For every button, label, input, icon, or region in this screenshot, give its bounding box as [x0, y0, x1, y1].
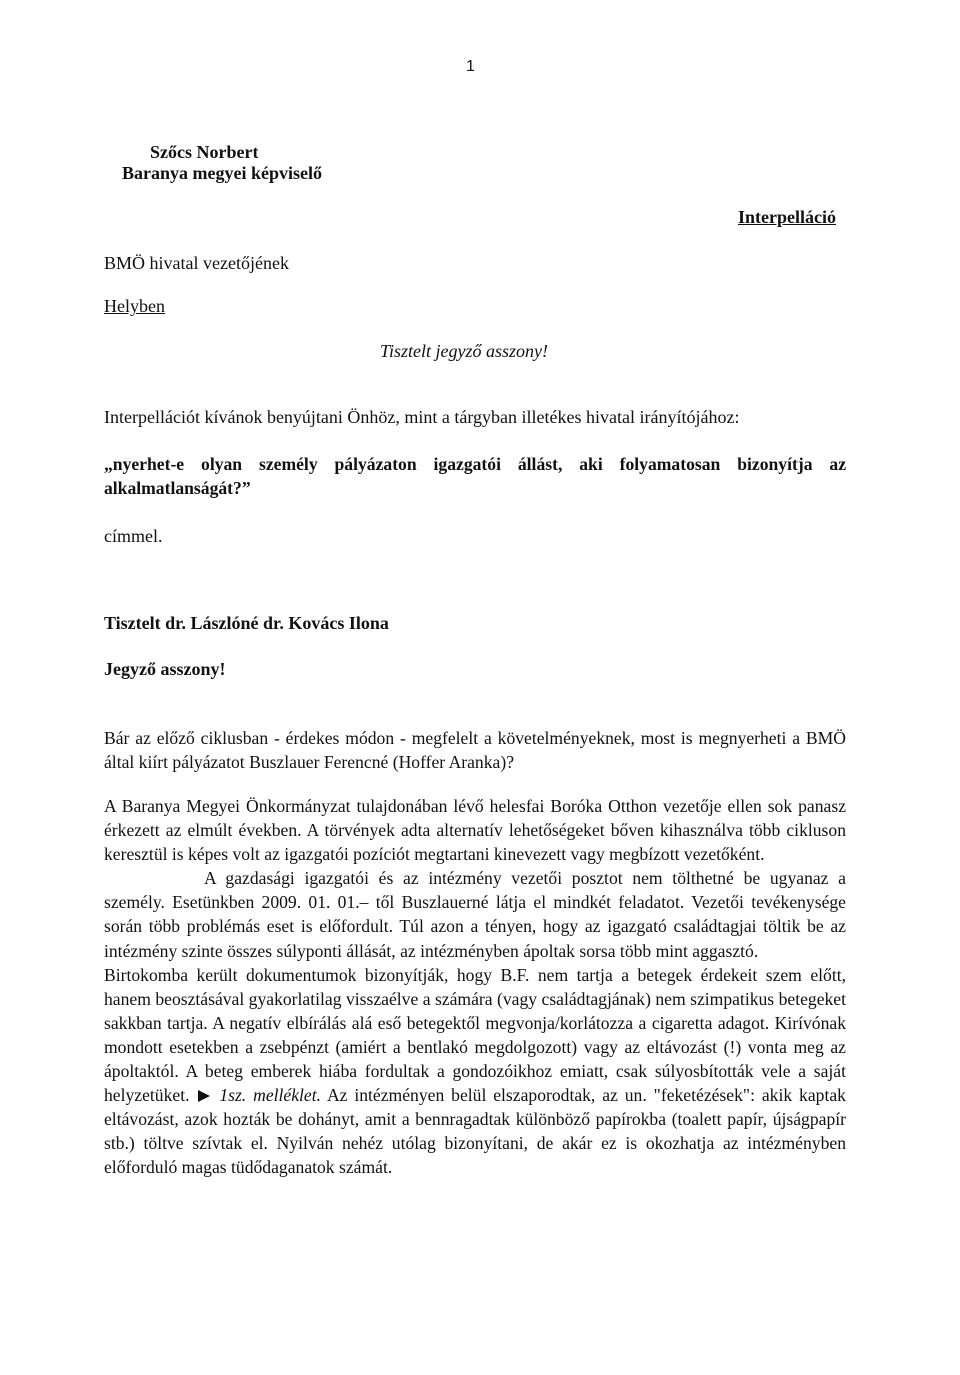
body-section: [104, 794, 846, 1180]
body-paragraph-2: A Baranya Megyei Önkormányzat tulajdonában lévő helesfai Boróka Otthon vezetője ellen sok panasz érkezett az elmúlt években. A törvények adta alternatív lehetőségeket bőven kihasználva több cikluson keresztül is képes volt az igazgatói pozíciót megtartani kinevezett vagy megbízott vezetőként.: [104, 796, 846, 865]
page-number: 1: [466, 58, 475, 75]
addressee-title: Jegyző asszony!: [104, 659, 226, 679]
attachment-reference: 1sz. melléklet.: [219, 1085, 321, 1106]
paragraph-4-part-b: Az intézményen belül elszaporodtak, az un. "feketézések": akik kaptak eltávozást, azok hozták be dohányt, amit a bennragadtak különböző papírokba (toalett papír, újságpapír stb.) töltve szívtak el. Nyilván nehéz utólag bizonyítani, de akár ez is okozhatja az intézményben előforduló magas tüdődaganatok számát.: [104, 1085, 846, 1178]
paragraph-text: Bár az előző ciklusban - érdekes módon - megfelelt a követelményeknek, most is megnyerheti a BMÖ által kiírt pályázatot Buszlauer Ferencné (Hoffer Aranka)?: [104, 728, 846, 773]
intro-text: Interpellációt kívánok benyújtani Önhöz, mint a tárgyban illetékes hivatal irányítójához:: [104, 407, 740, 427]
recipient-location: Helyben: [104, 296, 165, 316]
body-paragraph-1: [104, 726, 846, 774]
interpellation-question: „nyerhet-e olyan személy pályázaton igazgatói állást, aki folyamatosan bizonyítja az alkalmatlanságát?”: [104, 454, 846, 499]
sender-name: Szőcs Norbert: [150, 142, 259, 162]
title-suffix: címmel.: [104, 526, 163, 546]
document-type-heading: Interpelláció: [738, 207, 836, 227]
paragraph-4-part-a: Birtokomba került dokumentumok bizonyítják, hogy B.F. nem tartja a betegek érdekeit szem előtt, hanem beosztásával gyakorlatilag visszaélve a számára (vagy családtagjának) nem szimpatikus betegeket sakkban tartja. A negatív elbírálás alá eső betegektől megvonja/korlátozza a cigaretta adagot. Kirívónak mondott esetekben a zsebpénzt (amiért a bentlakó megdolgozott) vagy az eltávozást (!) vonta meg az ápoltaktól. A beteg emberek hiába fordultak a gondozóikhoz emiatt, csak súlyosbították vele a saját helyzetüket.: [104, 964, 846, 1106]
body-paragraph-4: [104, 963, 846, 1180]
addressee-name: Tisztelt dr. Lászlóné dr. Kovács Ilona: [104, 613, 389, 633]
sender-role: Baranya megyei képviselő: [122, 163, 322, 183]
body-paragraph-3: A gazdasági igazgatói és az intézmény vezetői posztot nem tölthetné be ugyanaz a személy. Esetünkben 2009. 01. 01.– től Buszlauerné látja el mindkét feladatot. Vezetői tevékenysége során több problémás eset is előfordult. Túl azon a tényen, hogy az igazgató családtagjai töltik be az intézmény szinte összes súlyponti állását, az intézményben ápoltak sorsa több mint aggasztó.: [104, 868, 846, 961]
salutation: Tisztelt jegyző asszony!: [380, 341, 549, 361]
recipient-line: BMÖ hivatal vezetőjének: [104, 253, 289, 273]
arrow-pointer-icon: [198, 1090, 210, 1102]
